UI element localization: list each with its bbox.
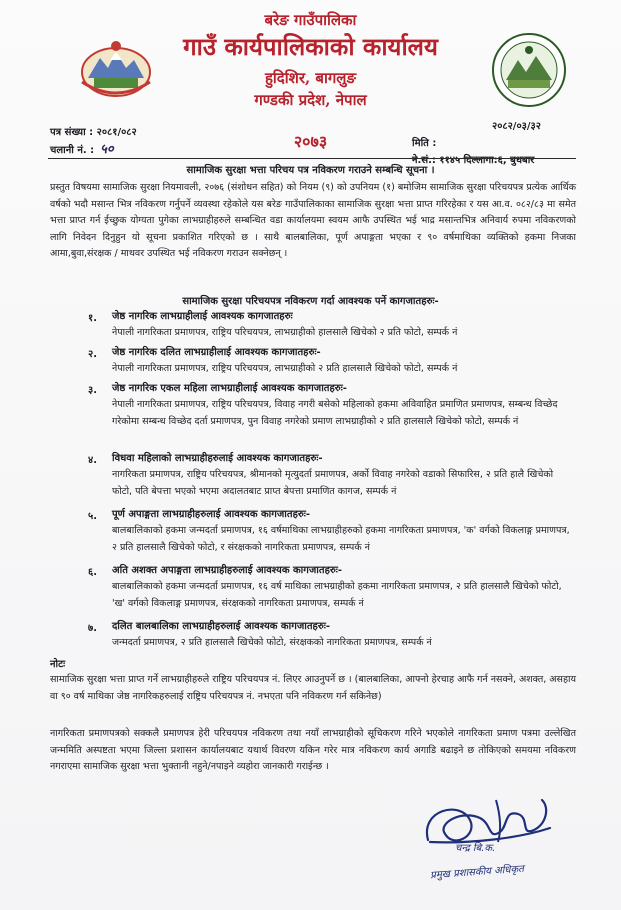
- municipality-name: बरेङ गाउँपालिका: [264, 11, 357, 29]
- miti-row: [412, 135, 541, 152]
- item-number: ३.: [88, 385, 97, 396]
- chalani-row: [50, 141, 137, 159]
- item-number: ५.: [88, 511, 97, 522]
- province-name: गण्डकी प्रदेश, नेपाल: [254, 91, 367, 109]
- item-number: ४.: [88, 455, 97, 466]
- item-number: १.: [88, 313, 97, 324]
- item-body: नागरिकता प्रमाणपत्र, राष्ट्रिय परिचयपत्र, श्रीमानको मृत्युदर्ता प्रमाणपत्र, अर्को विवाह नगरेको वडाको सिफारिस, २ प्रति हालै खिचेको फोटो, पति बेपत्ता भएको भएमा अदालतबाट प्राप्त बेपत्ता प्रमाणित कागज, सम्पर्क नं: [112, 469, 554, 497]
- subject-line: सामाजिक सुरक्षा भत्ता परिचय पत्र नविकरण गराउने सम्बन्धि सूचना ।: [186, 165, 435, 176]
- item-title: अति अशक्त अपाङ्गता लाभग्राहीहरुलाई आवश्यक कागजातहरुः-: [112, 565, 343, 576]
- item-title: विधवा महिलाको लाभग्राहीहरुलाई आवश्यक कागजातहरुः-: [112, 453, 323, 464]
- miti-label: मिति :: [412, 138, 437, 149]
- item-title: पूर्ण अपाङ्गता लाभग्राहीहरुलाई आवश्यक कागजातहरुः-: [112, 509, 311, 520]
- note-paragraph-1: सामाजिक सुरक्षा भत्ता प्राप्त गर्ने लाभग्राहीहरुले राष्ट्रिय परिचयपत्र नं. लिएर आउनुपर्ने छ । (बालबालिका, आफ्नो हेरचाह आफै गर्न नसक्ने, अशक्त, असहाय वा ९० वर्ष माथिका जेष्ठ नागरिकहरुलाई राष्ट्रिय परिचयपत्र नं. नभएता पनि नविकरण गर्न सकिनेछ): [50, 674, 576, 702]
- item-body: नेपाली नागरिकता प्रमाणपत्र, राष्ट्रिय परिचयपत्र, लाभग्राहीको हालसालै खिचेको २ प्रति फोटो, सम्पर्क नं: [112, 327, 458, 338]
- item-title: दलित बालबालिका लाभग्राहीहरुलाई आवश्यक कागजातहरुः-: [112, 621, 331, 632]
- nepal-sambat-date: ने.सं.: ११४५ दिल्लागा:६, बुधबार: [412, 155, 535, 166]
- chalani-number: ५०: [100, 142, 114, 157]
- chalani-label: चलानी नं. :: [50, 145, 95, 156]
- letter-reference: [50, 124, 137, 159]
- municipality-logo-icon: [490, 30, 568, 110]
- item-number: ६.: [88, 567, 97, 578]
- signatory-title: प्रमुख प्रशासकीय अधिकृत: [429, 863, 525, 882]
- item-number: २.: [88, 349, 97, 360]
- intro-paragraph: प्रस्तुत विषयमा सामाजिक सुरक्षा नियमावली, २०७६ (संशोधन सहित) को नियम (९) को उपनियम (१) बमोजिम सामाजिक सुरक्षा परिचयपत्र प्रत्येक आर्थिक वर्षको भदौ मसान्त भित्र नविकरण गर्नुपर्ने व्यवस्था रहेकोले यस बरेङ गाउँपालिकाका सामाजिक सुरक्षा भत्ता प्राप्त गरिरहेका र यस आ.व. ०८२/८३ मा समेत भत्ता प्राप्त गर्न ईच्छुक योग्यता पुगेका लाभग्राहीहरुले सम्बन्धित वडा कार्यालयमा स्वयम आफै उपस्थित भई भाद्र मसान्तभित्र अनिवार्य रुपमा नविकरणको लागि निवेदन दिनुहुन यो सूचना प्रकाशित गरिएको छ । साथै बालबालिका, पूर्ण अपाङ्गता भएका र ९० वर्षमाथिका व्यक्तिको हकमा निजका आमा,बुवा,संरक्षक / माथवर उपस्थित भई नविकरण गराउन सक्नेछन् ।: [50, 182, 576, 259]
- item-number: ७.: [88, 623, 97, 634]
- office-name: गाउँ कार्यपालिकाको कार्यालय: [183, 32, 438, 61]
- note-heading: नोटः: [50, 659, 66, 670]
- signatory-name: चन्द्र बि.क.: [455, 843, 496, 854]
- office-address: हुदिशिर, बागलुङ: [264, 69, 357, 87]
- item-title: जेष्ठ नागरिक एकल महिला लाभग्राहीलाई आवश्यक कागजातहरुः-: [112, 383, 347, 394]
- header-divider: [48, 158, 576, 159]
- nepal-emblem-icon: [78, 38, 154, 100]
- note-paragraph-2: नागरिकता प्रमाणपत्रको सक्कलै प्रमाणपत्र हेरी परिचयपत्र नविकरण तथा नयाँ लाभग्राहीको सूचिकरण गरिने भएकोले नागरिकता प्रमाण पत्रमा उल्लेखित जन्ममिति अस्पष्टता भएमा जिल्ला प्रशासन कार्यालयबाट यथार्थ विवरण यकिन गरेर मात्र नविकरण कार्य अगाडि बढाइने छ तोकिएको समयमा नविकरण नगराएमा सामाजिक सुरक्षा भत्ता भुक्तानी नहुने/नपाइने व्यहोरा जानकारी गराईन्छ ।: [50, 728, 576, 772]
- patra-sankhya: पत्र संख्या : २०८१/०८२: [50, 127, 137, 138]
- docs-heading: सामाजिक सुरक्षा परिचयपत्र नविकरण गर्दा आवश्यक पर्ने कागजातहरुः-: [182, 296, 439, 307]
- item-body: नेपाली नागरिकता प्रमाणपत्र, राष्ट्रिय परिचयपत्र, विवाह नगरी बसेको महिलाको हकमा अविवाहित प्रमाणित प्रमाणपत्र, सम्बन्ध विच्छेद गरेकोमा सम्बन्ध विच्छेद दर्ता प्रमाणपत्र, पुन विवाह नगरेको प्रमाण लाभग्राहीको २ प्रति हालसालै खिचेको फोटो, सम्पर्क नं: [112, 399, 558, 427]
- item-body: बालबालिकाको हकमा जन्मदर्ता प्रमाणपत्र, १६ वर्षमाथिका लाभग्राहीहरुको हकमा नागरिकता प्रमाणपत्र, 'क' वर्गको विकलाङ्ग प्रमाणपत्र, २ प्रति हालसालै खिचेको फोटो, र संरक्षकको नागरिकता प्रमाणपत्र, सम्पर्क नं: [112, 525, 570, 553]
- item-body: जन्मदर्ता प्रमाणपत्र, २ प्रति हालसालै खिचेको फोटो, संरक्षकको नागरिकता प्रमाणपत्र, सम्पर्क नं: [112, 637, 432, 648]
- item-title: जेष्ठ नागरिक दलित लाभग्राहीलाई आवश्यक कागजातहरुः-: [112, 347, 321, 358]
- miti-value: २०८२/०३/३२: [492, 121, 541, 132]
- item-title: जेष्ठ नागरिक लाभग्राहीलाई आवश्यक कागजातहरुः: [112, 311, 293, 322]
- item-body: बालबालिकाको हकमा जन्मदर्ता प्रमाणपत्र, १६ वर्ष माथिका लाभग्राहीको हकमा नागरिकता प्रमाणपत्र, २ प्रति हालसालै खिचेको फोटो, 'ख' वर्गको विकलाङ्ग प्रमाणपत्र, संरक्षकको नागरिकता प्रमाणपत्र, सम्पर्क नं: [112, 581, 562, 609]
- year-label: २०७३: [293, 132, 328, 151]
- item-body: नेपाली नागरिकता प्रमाणपत्र, राष्ट्रिय परिचयपत्र, लाभग्राहीको २ प्रति हालसालै खिचेको फोटो, सम्पर्क नं: [112, 363, 458, 374]
